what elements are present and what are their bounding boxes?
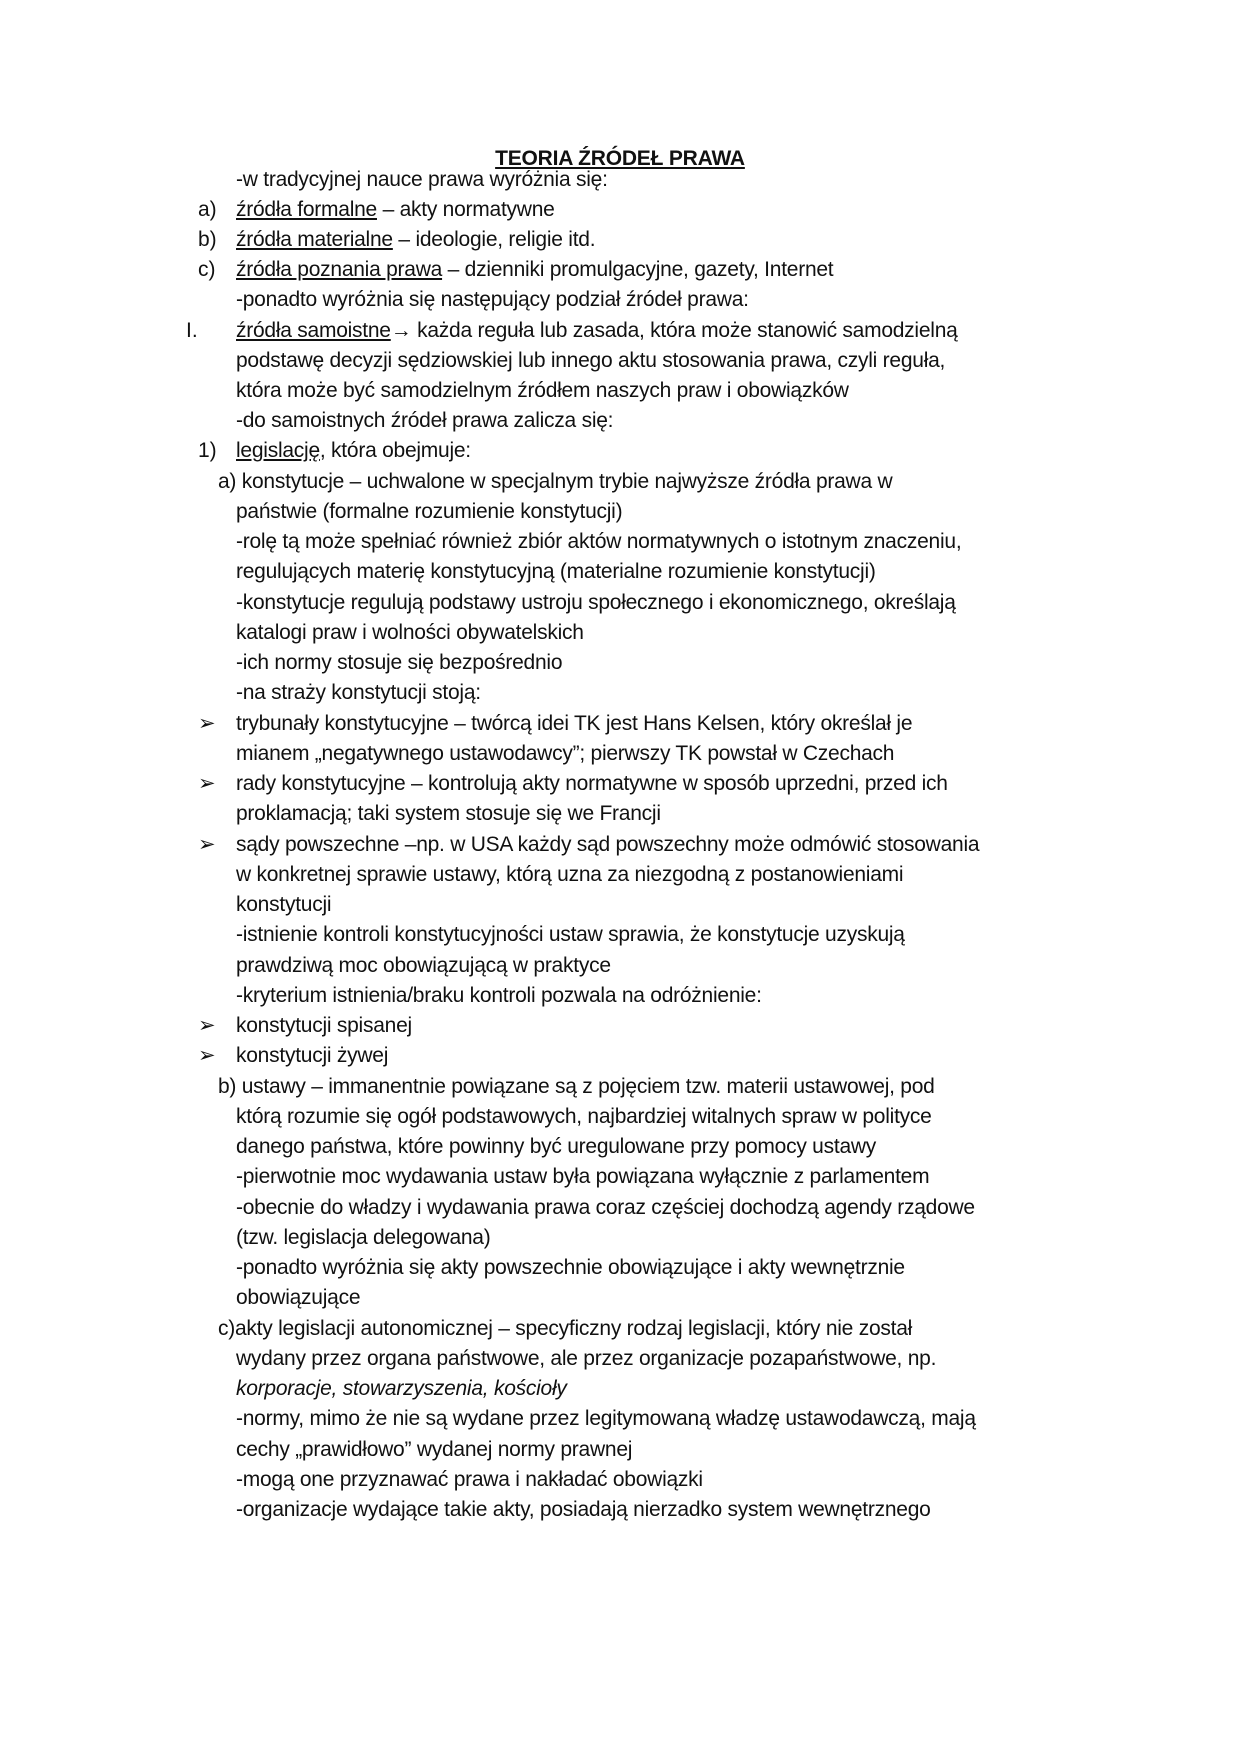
section-I-text-1: każda reguła lub zasada, która może stanowić samodzielną	[411, 319, 958, 342]
autonomiczne-line-1: c)akty legislacji autonomicznej – specyficzny rodzaj legislacji, który nie został	[218, 1317, 913, 1340]
konstytucje-line-3: -rolę tą może spełniać również zbiór aktów normatywnych o istotnym znaczeniu,	[236, 530, 962, 553]
list-marker-1: 1)	[198, 439, 217, 462]
bullet-2-line-1: rady konstytucyjne – kontrolują akty normatywne w sposób uprzedni, przed ich	[236, 772, 948, 795]
ustawy-line-8: obowiązujące	[236, 1286, 361, 1309]
bullet-3-line-3: konstytucji	[236, 893, 332, 916]
list-item-b	[236, 225, 595, 255]
term-zrodla-formalne: źródła formalne	[236, 198, 377, 221]
ustawy-line-4: -pierwotnie moc wydawania ustaw była powiązana wyłącznie z parlamentem	[236, 1165, 930, 1188]
list-item-b-text: – ideologie, religie itd.	[392, 228, 596, 251]
konstytucje-line-8: -na straży konstytucji stoją:	[236, 681, 481, 704]
section-I-line-1	[236, 316, 958, 346]
list-marker-a: a)	[198, 198, 217, 221]
section-I-line-4: -do samoistnych źródeł prawa zalicza się:	[236, 409, 614, 432]
page-title: TEORIA ŹRÓDEŁ PRAWA	[495, 147, 745, 170]
ustawy-line-7: -ponadto wyróżnia się akty powszechnie obowiązujące i akty wewnętrznie	[236, 1256, 905, 1279]
bullet-arrow-icon: ➢	[198, 772, 216, 795]
bullet-5-line: konstytucji żywej	[236, 1044, 389, 1067]
bullet-3-line-5: prawdziwą moc obowiązującą w praktyce	[236, 954, 611, 977]
konstytucje-line-6: katalogi praw i wolności obywatelskich	[236, 621, 584, 644]
bullet-3-line-1: sądy powszechne –np. w USA każdy sąd powszechny może odmówić stosowania	[236, 833, 980, 856]
intro-line: -w tradycyjnej nauce prawa wyróżnia się:	[236, 168, 608, 191]
podzial-line: -ponadto wyróżnia się następujący podział źródeł prawa:	[236, 288, 749, 311]
bullet-3-line-4: -istnienie kontroli konstytucyjności ustaw sprawia, że konstytucje uzyskują	[236, 923, 905, 946]
term-legislacje: legislację	[236, 439, 320, 462]
bullet-arrow-icon: ➢	[198, 1014, 216, 1037]
bullet-3-line-6: -kryterium istnienia/braku kontroli pozwala na odróżnienie:	[236, 984, 762, 1007]
term-zrodla-samoistne: źródła samoistne	[236, 319, 391, 342]
autonomiczne-line-3: korporacje, stowarzyszenia, kościoły	[236, 1377, 567, 1400]
ustawy-line-6: (tzw. legislacja delegowana)	[236, 1226, 491, 1249]
bullet-arrow-icon: ➢	[198, 1044, 216, 1067]
ustawy-line-2: którą rozumie się ogół podstawowych, najbardziej witalnych spraw w polityce	[236, 1105, 932, 1128]
ustawy-line-3: danego państwa, które powinny być uregulowane przy pomocy ustawy	[236, 1135, 877, 1158]
bullet-1-line-2: mianem „negatywnego ustawodawcy”; pierwszy TK powstał w Czechach	[236, 742, 895, 765]
autonomiczne-line-6: -mogą one przyznawać prawa i nakładać obowiązki	[236, 1468, 703, 1491]
konstytucje-line-5: -konstytucje regulują podstawy ustroju społecznego i ekonomicznego, określają	[236, 591, 956, 614]
autonomiczne-line-5: cechy „prawidłowo” wydanej normy prawnej	[236, 1438, 633, 1461]
autonomiczne-line-4: -normy, mimo że nie są wydane przez legitymowaną władzę ustawodawczą, mają	[236, 1407, 976, 1430]
bullet-3-line-2: w konkretnej sprawie ustawy, którą uzna za niezgodną z postanowieniami	[236, 863, 904, 886]
konstytucje-line-7: -ich normy stosuje się bezpośrednio	[236, 651, 563, 674]
autonomiczne-line-2: wydany przez organa państwowe, ale przez organizacje pozapaństwowe, np.	[236, 1347, 937, 1370]
section-marker-I: I.	[186, 319, 198, 342]
konstytucje-line-4: regulujących materię konstytucyjną (materialne rozumienie konstytucji)	[236, 560, 876, 583]
ustawy-line-5: -obecnie do władzy i wydawania prawa coraz częściej dochodzą agendy rządowe	[236, 1196, 975, 1219]
bullet-4-line: konstytucji spisanej	[236, 1014, 412, 1037]
bullet-1-line-1: trybunały konstytucyjne – twórcą idei TK jest Hans Kelsen, który określał je	[236, 712, 913, 735]
legislacja-text: , która obejmuje:	[319, 439, 471, 462]
arrow-right-icon: →	[390, 319, 412, 342]
list-item-c-text: – dzienniki promulgacyjne, gazety, Internet	[442, 258, 834, 281]
list-item-c	[236, 255, 833, 285]
legislacja-line	[236, 436, 471, 466]
term-zrodla-poznania: źródła poznania prawa	[236, 258, 443, 281]
section-I-line-2: podstawę decyzji sędziowskiej lub innego aktu stosowania prawa, czyli reguła,	[236, 349, 946, 372]
list-marker-b: b)	[198, 228, 217, 251]
konstytucje-line-2: państwie (formalne rozumienie konstytucji)	[236, 500, 623, 523]
ustawy-line-1: b) ustawy – immanentnie powiązane są z pojęciem tzw. materii ustawowej, pod	[218, 1075, 935, 1098]
list-item-a-text: – akty normatywne	[376, 198, 555, 221]
section-I-line-3: która może być samodzielnym źródłem naszych praw i obowiązków	[236, 379, 849, 402]
bullet-arrow-icon: ➢	[198, 712, 216, 735]
list-marker-c: c)	[198, 258, 216, 281]
term-zrodla-materialne: źródła materialne	[236, 228, 393, 251]
bullet-arrow-icon: ➢	[198, 833, 216, 856]
list-item-a	[236, 195, 555, 225]
konstytucje-line-1: a) konstytucje – uchwalone w specjalnym trybie najwyższe źródła prawa w	[218, 470, 893, 493]
bullet-2-line-2: proklamacją; taki system stosuje się we Francji	[236, 802, 661, 825]
autonomiczne-line-7: -organizacje wydające takie akty, posiadają nierzadko system wewnętrznego	[236, 1498, 931, 1521]
